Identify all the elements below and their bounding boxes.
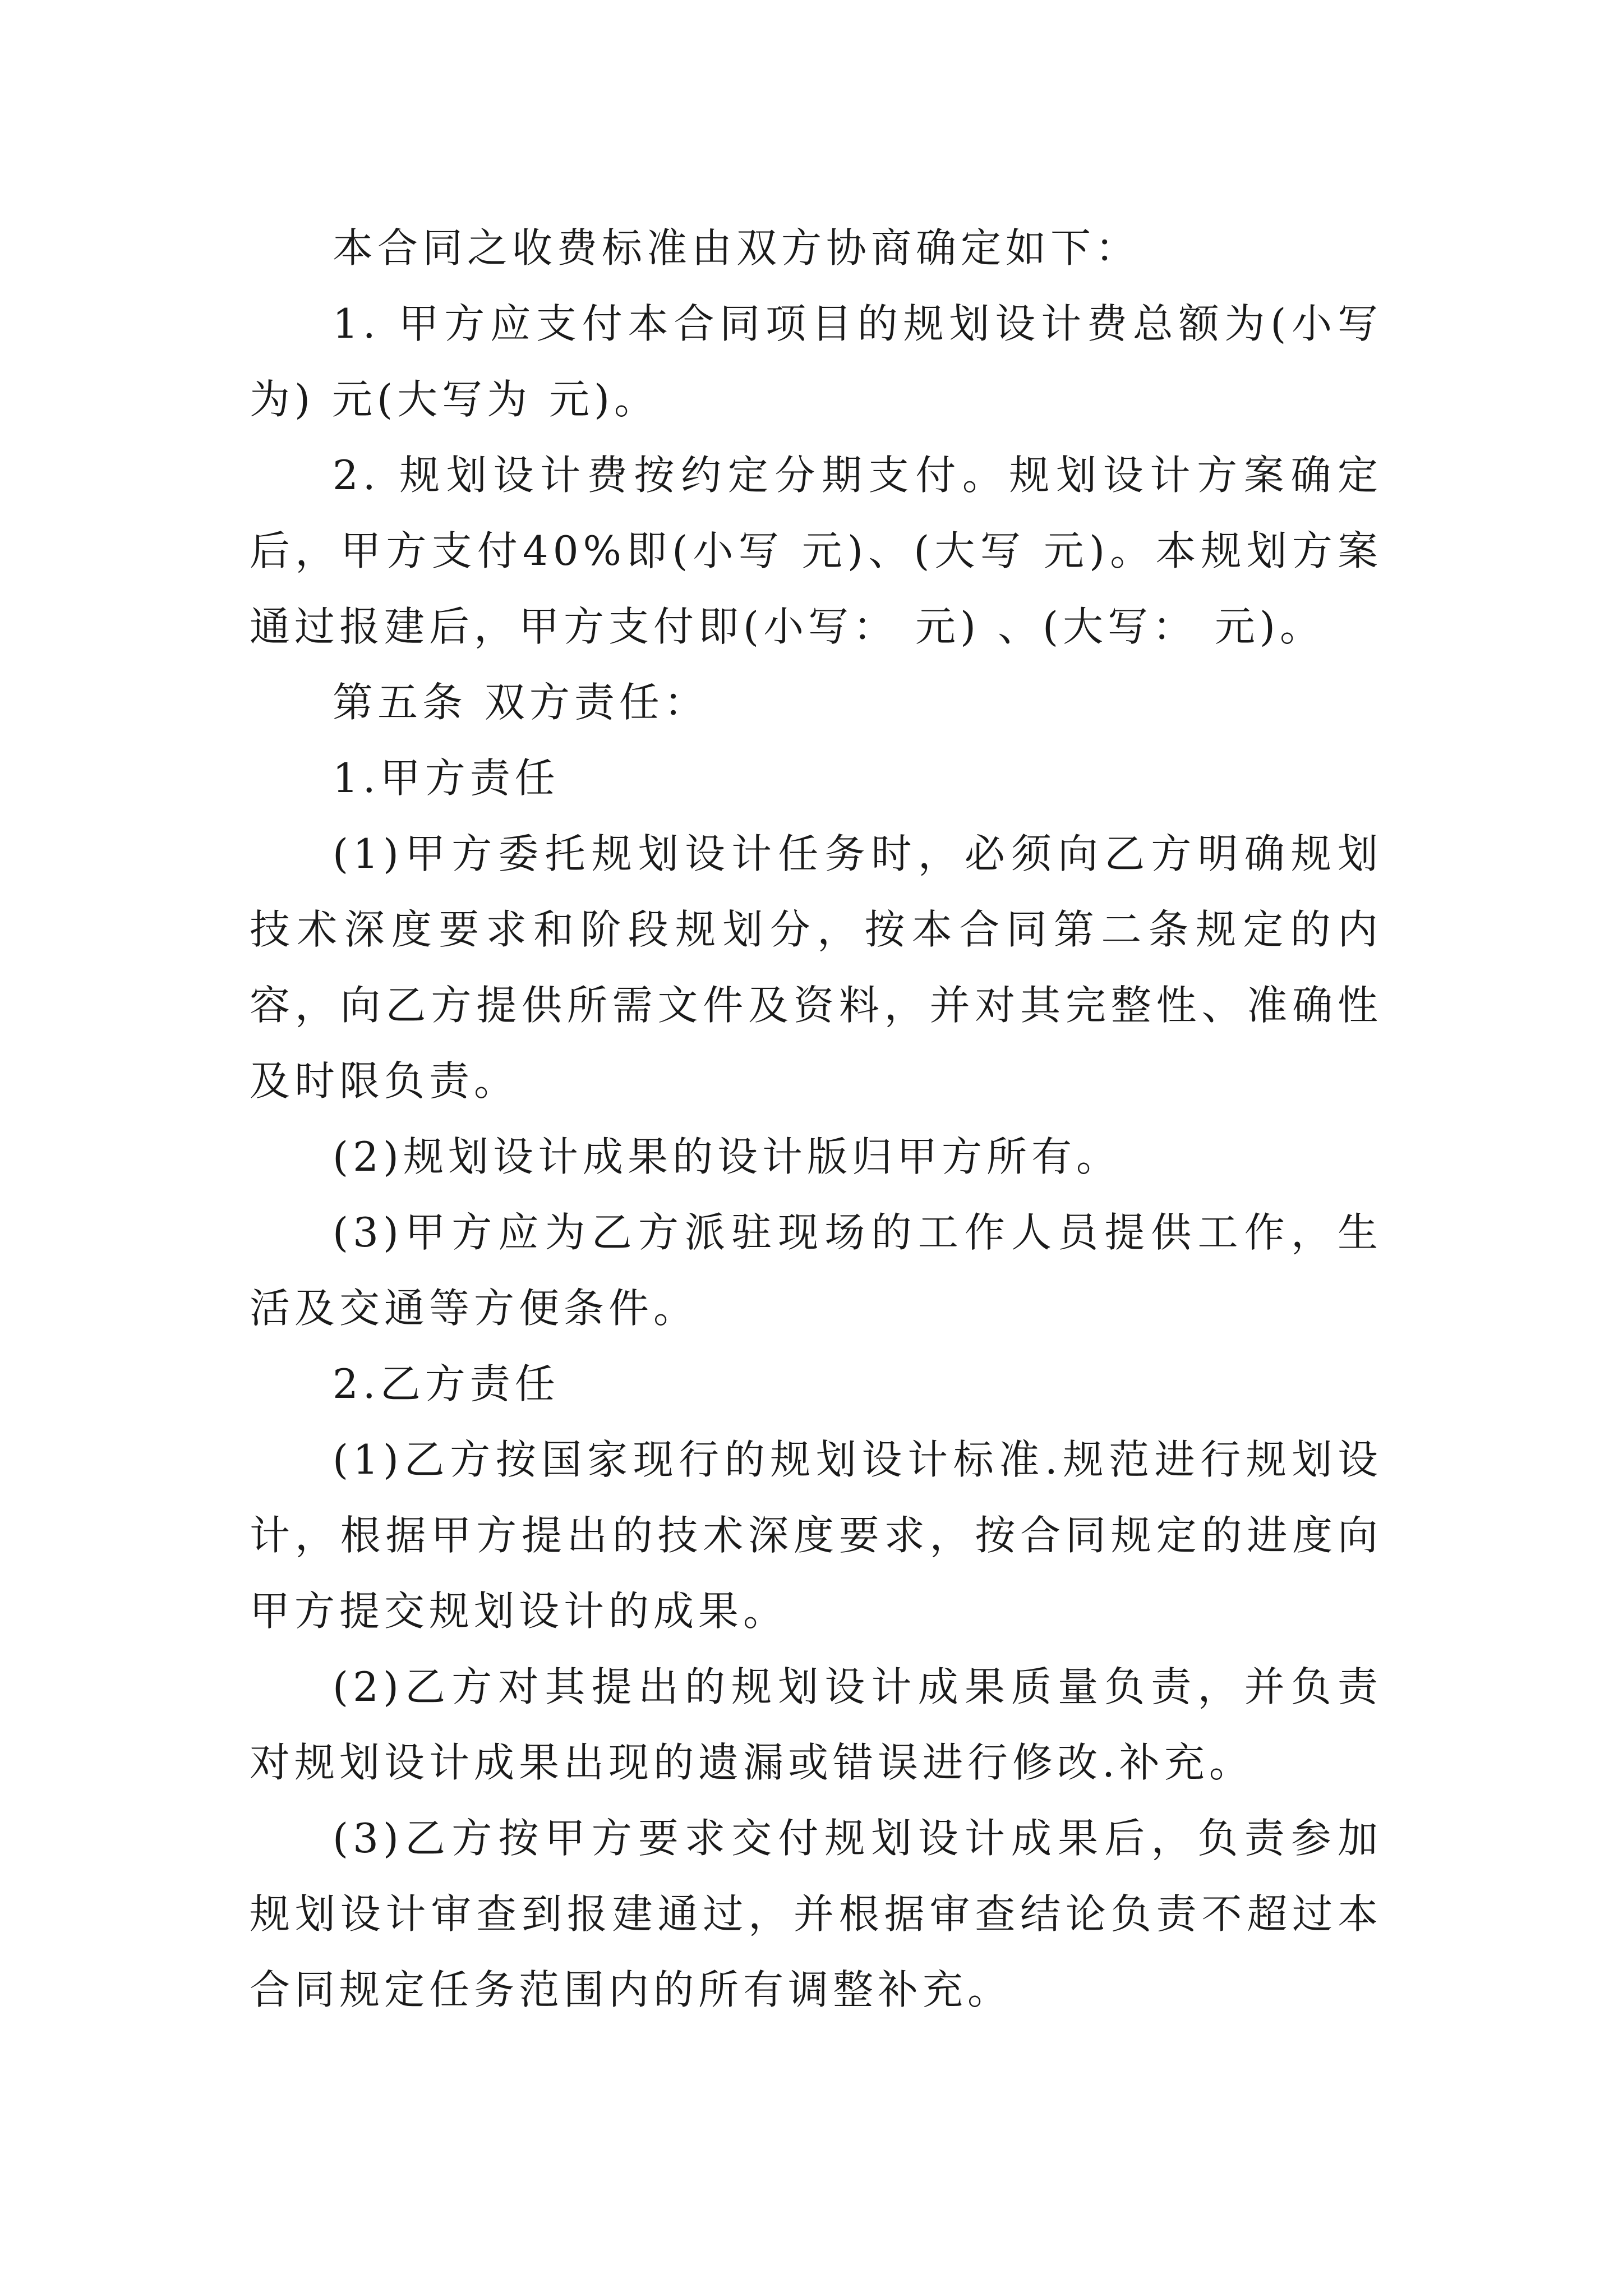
section-heading-article-five: 第五条 双方责任：	[333, 679, 709, 726]
paragraph-party-b-item-2: (2)乙方对其提出的规划设计成果质量负责，并负责对规划设计成果出现的遗漏或错误进行修改.补充。	[250, 1663, 1382, 1786]
paragraph-fee-total: 1. 甲方应支付本合同项目的规划设计费总额为(小写为) 元(大写为 元)。	[250, 300, 1382, 423]
paragraph-party-a-item-3: (3)甲方应为乙方派驻现场的工作人员提供工作，生活及交通等方便条件。	[250, 1209, 1382, 1332]
subheading-party-a: 1.甲方责任	[333, 754, 560, 802]
paragraph-fee-installments: 2. 规划设计费按约定分期支付。规划设计方案确定后，甲方支付40%即(小写 元)、(大写 元)。本规划方案通过报建后，甲方支付即(小写： 元) 、(大写： 元)。	[250, 452, 1382, 650]
paragraph-fee-intro: 本合同之收费标准由双方协商确定如下：	[333, 224, 1141, 272]
paragraph-party-a-item-2: (2)规划设计成果的设计版归甲方所有。	[333, 1133, 1121, 1180]
paragraph-party-b-item-3: (3)乙方按甲方要求交付规划设计成果后，负责参加规划设计审查到报建通过，并根据审查结论负责不超过本合同规定任务范围内的所有调整补充。	[250, 1815, 1382, 2013]
paragraph-party-a-item-1: (1)甲方委托规划设计任务时，必须向乙方明确规划技术深度要求和阶段规划分，按本合同第二条规定的内容，向乙方提供所需文件及资料，并对其完整性、准确性及时限负责。	[250, 830, 1382, 1105]
document-body	[250, 210, 1382, 2028]
subheading-party-b: 2.乙方责任	[333, 1360, 560, 1407]
paragraph-party-b-item-1: (1)乙方按国家现行的规划设计标准.规范进行规划设计，根据甲方提出的技术深度要求，按合同规定的进度向甲方提交规划设计的成果。	[250, 1436, 1382, 1635]
